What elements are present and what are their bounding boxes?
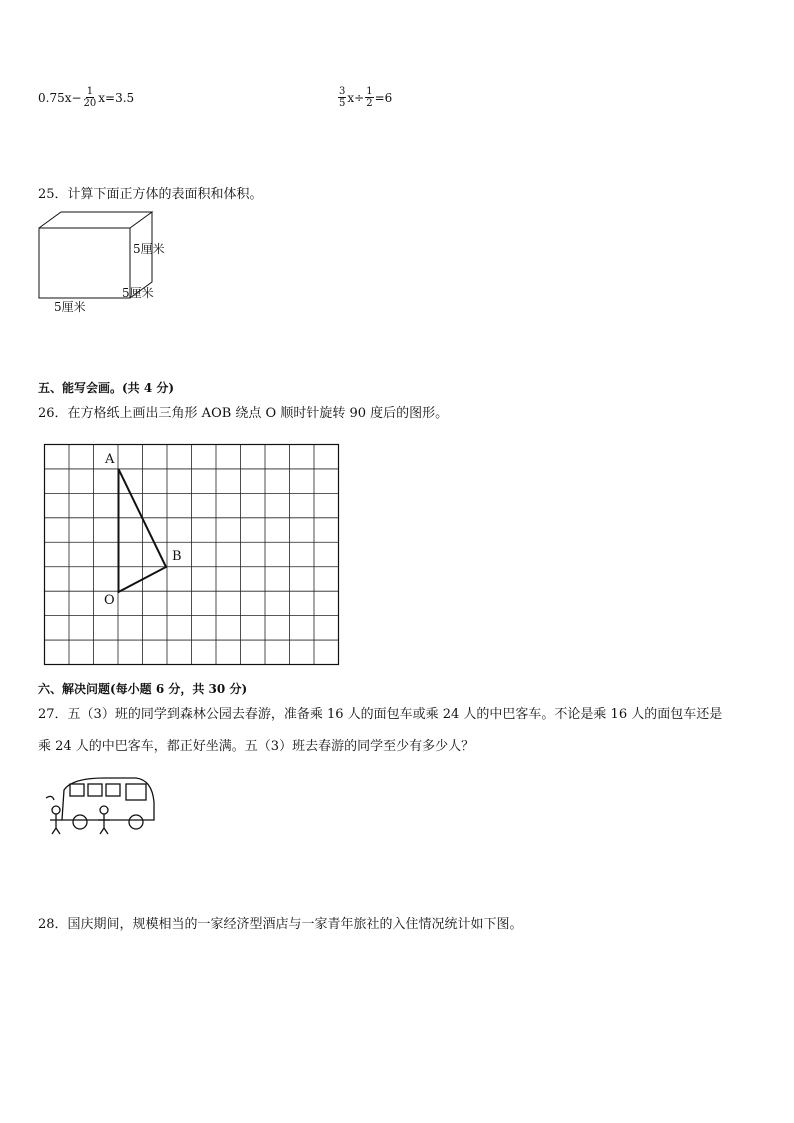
q27-line-2: 乘 24 人的中巴客车，都正好坐满。五（3）班去春游的同学至少有多少人？	[38, 739, 475, 754]
point-b-label: B	[172, 549, 182, 564]
section-6-heading: 六、解决问题(每小题 6 分，共 30 分)	[38, 682, 248, 696]
q27-line-1: 27．五（3）班的同学到森林公园去春游，准备乘 16 人的面包车或乘 24 人的中巴客车。不论是乘 16 人的面包车还是	[38, 707, 723, 722]
bus-windshield	[126, 784, 146, 800]
section-5-heading: 五、能写会画。(共 4 分)	[38, 381, 175, 395]
bus-wheel	[129, 815, 143, 829]
cube-top-face	[39, 212, 152, 228]
bus-window	[106, 784, 120, 796]
q25-text: 25．计算下面正方体的表面积和体积。	[38, 187, 263, 202]
q28-text: 28．国庆期间，规模相当的一家经济型酒店与一家青年旅社的入住情况统计如下图。	[38, 917, 523, 932]
person-figure	[50, 814, 62, 834]
eq2-frac-num: 3	[339, 86, 346, 97]
cube-label-width: 5厘米	[54, 300, 86, 314]
person-head	[100, 806, 108, 814]
bus-window	[88, 784, 102, 796]
equation-2	[337, 86, 392, 109]
eq2-frac2-den: 2	[366, 98, 373, 109]
eq1-pre: 0.75x−	[38, 90, 82, 105]
bus-illustration	[44, 772, 164, 834]
eq1-frac-den: 20	[83, 98, 97, 109]
person-head	[52, 806, 60, 814]
eq1-frac-num: 1	[86, 86, 94, 97]
eq1-fraction	[83, 86, 98, 109]
bus-wheel	[73, 815, 87, 829]
eq2-fraction-2	[365, 86, 373, 109]
point-a-label: A	[105, 452, 115, 467]
bus-window	[70, 784, 84, 796]
eq2-frac-den: 5	[339, 98, 346, 109]
eq2-mid: x÷	[347, 90, 365, 105]
q26-text: 26．在方格纸上画出三角形 AOB 绕点 O 顺时针旋转 90 度后的图形。	[38, 406, 449, 421]
person-figure	[98, 814, 110, 834]
grid-paper	[44, 444, 344, 674]
cube-front-face	[39, 228, 130, 298]
flag-icon	[46, 796, 54, 800]
cube-label-depth: 5厘米	[122, 286, 154, 300]
eq1-post: x=3.5	[98, 90, 135, 105]
eq2-frac2-num: 1	[366, 86, 373, 97]
point-o-label: O	[104, 593, 115, 608]
eq2-post: =6	[374, 90, 393, 105]
equation-1	[38, 86, 134, 109]
cube-label-height: 5厘米	[133, 242, 165, 256]
eq2-fraction-1	[338, 86, 346, 109]
